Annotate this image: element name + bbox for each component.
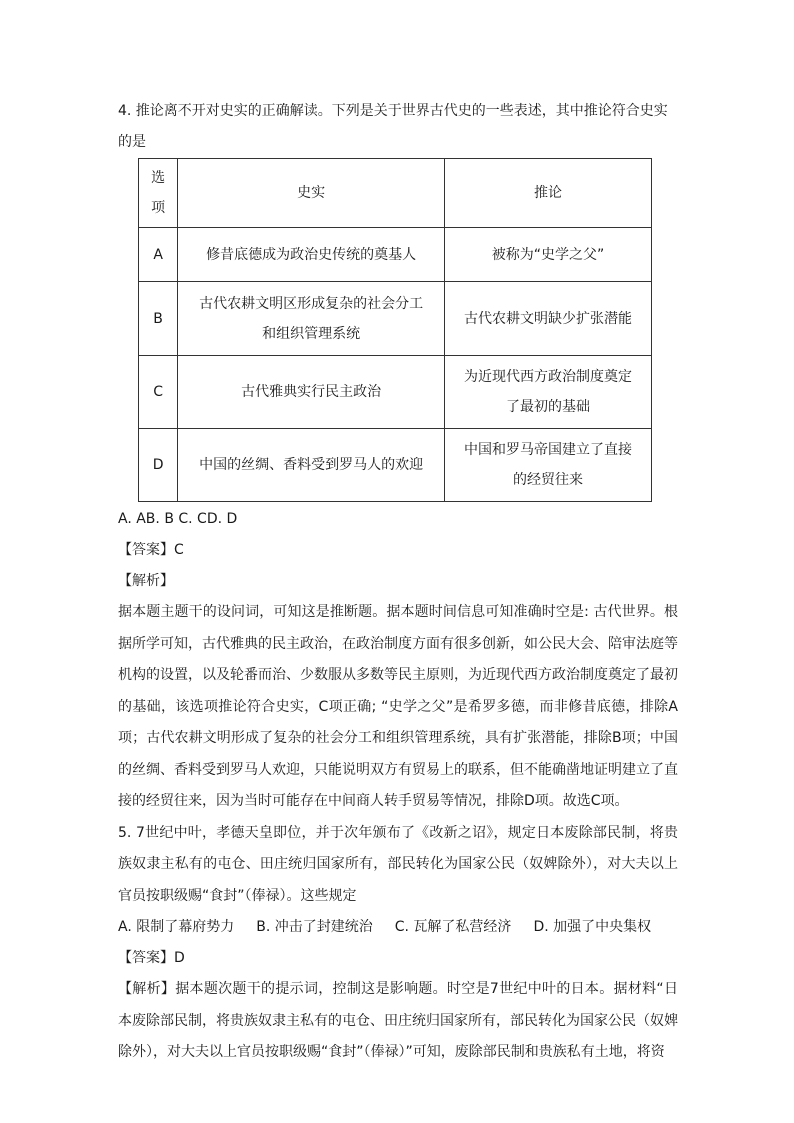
- q4-answer: 【答案】C: [118, 542, 184, 558]
- row-inference: 古代农耕文明缺少扩张潜能: [445, 282, 652, 356]
- header-inference: 推论: [445, 159, 652, 228]
- row-fact: 修昔底德成为政治史传统的奠基人: [178, 228, 445, 282]
- q4-analysis-label: 【解析】: [118, 573, 174, 589]
- row-option: D: [139, 429, 178, 502]
- table-row: [139, 228, 652, 282]
- q5-choice-c: C. 瓦解了私营经济: [394, 919, 512, 935]
- q5-choice-d: D. 加强了中央集权: [533, 919, 652, 935]
- q5-choice-b: B. 冲击了封建统治: [256, 919, 373, 935]
- q5-answer: 【答案】D: [118, 950, 185, 966]
- table-row: [139, 282, 652, 356]
- row-fact: 古代农耕文明区形成复杂的社会分工和组织管理系统: [178, 282, 445, 356]
- q4-stem-line1: 4. 推论离不开对史实的正确解读。下列是关于世界古代史的一些表述，其中推论符合史实: [118, 103, 668, 119]
- row-option: A: [139, 228, 178, 282]
- header-fact: 史实: [178, 159, 445, 228]
- q4-stem-line2: 的是: [118, 134, 146, 150]
- header-option: 选项: [139, 159, 178, 228]
- row-fact: 中国的丝绸、香料受到罗马人的欢迎: [178, 429, 445, 502]
- row-inference: 中国和罗马帝国建立了直接的经贸往来: [445, 429, 652, 502]
- q5-stem: 5. 7世纪中叶，孝德天皇即位，并于次年颁布了《改新之诏》，规定日本废除部民制，将贵族奴隶主私有的屯仓、田庄统归国家所有，部民转化为国家公民（奴婢除外），对大夫以上官员按职级赐“食封”（俸禄）。这些规定: [118, 824, 678, 904]
- q5-choices: [118, 912, 678, 943]
- row-option: B: [139, 282, 178, 356]
- q5-analysis: [118, 974, 678, 1069]
- row-inference: 为近现代西方政治制度奠定了最初的基础: [445, 356, 652, 429]
- table-row: [139, 356, 652, 429]
- row-inference: 被称为“史学之父”: [445, 228, 652, 282]
- q4-choices: A. AB. B C. CD. D: [118, 511, 238, 527]
- q5-analysis-label: 【解析】: [118, 981, 176, 997]
- row-fact: 古代雅典实行民主政治: [178, 356, 445, 429]
- q5-analysis-text: 据本题次题干的提示词，控制这是影响题。时空是7世纪中叶的日本。据材料“日本废除部民制，将贵族奴隶主私有的屯仓、田庄统归国家所有，部民转化为国家公民（奴婢除外），对大夫以上官员按职级赐“食封”（俸禄）”可知，废除部民制和贵族私有土地，将资: [118, 981, 678, 1060]
- table-header-row: [139, 159, 652, 228]
- q4-analysis-text: 据本题主题干的设问词，可知这是推断题。据本题时间信息可知准确时空是: 古代世界。根据所学可知，古代雅典的民主政治，在政治制度方面有很多创新，如公民大会、陪审法庭等机构的设置，以及轮番而治、少数服从多数等民主原则，为近现代西方政治制度奠定了最初的基础，该选项推论符合史实，C项正确; “史学之父”是希罗多德，而非修昔底德，排除A项；古代农耕文明形成了复杂的社会分工和组织管理系统，具有扩张潜能，排除B项；中国的丝绸、香料受到罗马人欢迎，只能说明双方有贸易上的联系，但不能确凿地证明建立了直接的经贸往来，因为当时可能存在中间商人转手贸易等情况，排除D项。故选C项。: [118, 604, 678, 809]
- document-page: [118, 96, 678, 1069]
- q5-choice-a: A. 限制了幕府势力: [118, 919, 235, 935]
- table-row: [139, 429, 652, 502]
- row-option: C: [139, 356, 178, 429]
- q4-options-table: [138, 158, 652, 502]
